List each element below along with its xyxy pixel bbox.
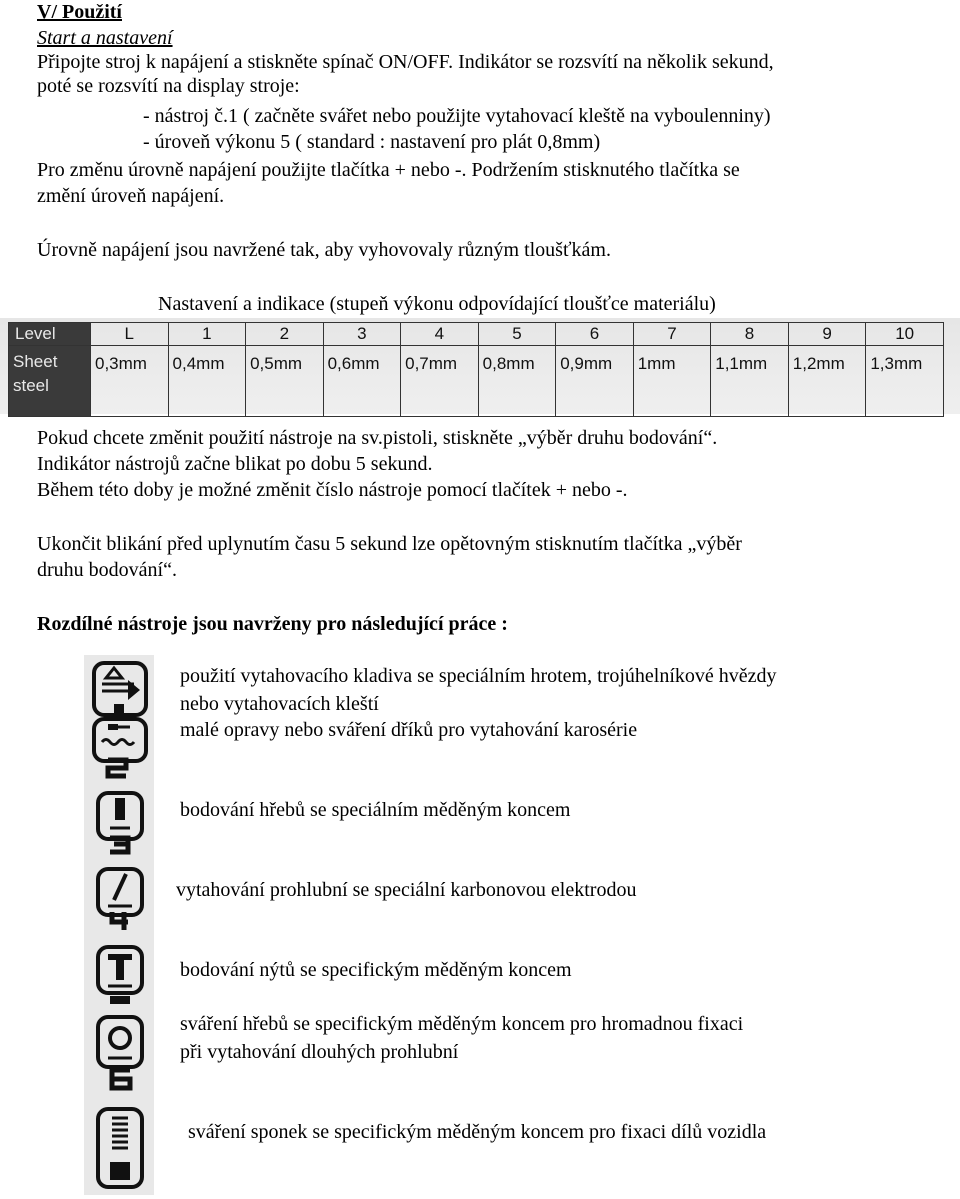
level-cell: 7 — [633, 323, 711, 346]
change-tool-line-3: Během této doby je možné změnit číslo nástroje pomocí tlačítek + nebo -. — [37, 479, 628, 501]
intro-line-4: změní úroveň napájení. — [37, 185, 225, 207]
tool-2-stud-icon — [90, 716, 150, 780]
tool-7-desc: sváření sponek se specifickým měděným koncem pro fixaci dílů vozidla — [188, 1121, 767, 1143]
level-header: Level — [9, 323, 91, 346]
intro-line-1: Připojte stroj k napájení a stiskněte spínač ON/OFF. Indikátor se rozsvítí na několik sekund, — [37, 51, 774, 73]
level-cell: 10 — [866, 323, 944, 346]
tool-4-carbon-icon — [92, 866, 148, 932]
intro-bullet-2: - úroveň výkonu 5 ( standard : nastavení pro plát 0,8mm) — [143, 131, 601, 153]
change-tool-line-4: Ukončit blikání před uplynutím času 5 sekund lze opětovným stisknutím tlačítka „výběr — [37, 533, 742, 555]
tool-1-hammer-icon — [90, 660, 150, 718]
level-cell: 9 — [788, 323, 866, 346]
level-cell: 2 — [246, 323, 324, 346]
change-tool-line-2: Indikátor nástrojů začne blikat po dobu 5 sekund. — [37, 453, 433, 475]
thickness-cell: 1,2mm — [788, 346, 866, 417]
steel-header-line: steel — [13, 376, 49, 395]
change-tool-line-1: Pokud chcete změnit použití nástroje na sv.pistoli, stiskněte „výběr druhu bodování“. — [37, 427, 718, 449]
intro-line-3: Pro změnu úrovně napájení použijte tlačítka + nebo -. Podržením stisknutého tlačítka se — [37, 159, 740, 181]
intro-bullet-1: - nástroj č.1 ( začněte svářet nebo použijte vytahovací kleště na vyboulenniny) — [143, 105, 771, 127]
tool-2-desc: malé opravy nebo sváření dříků pro vytahování karosérie — [180, 719, 638, 741]
tool-3-desc: bodování hřebů se speciálním měděným koncem — [180, 799, 571, 821]
thickness-cell: 0,9mm — [556, 346, 634, 417]
section-subheading: Start a nastavení — [37, 27, 173, 49]
level-cell: 4 — [401, 323, 479, 346]
table-row-level — [9, 323, 944, 346]
thickness-cell: 0,5mm — [246, 346, 324, 417]
tool-7-clip-icon — [92, 1106, 148, 1190]
level-cell: L — [91, 323, 169, 346]
thickness-cell: 0,6mm — [323, 346, 401, 417]
intro-line-2: poté se rozsvítí na display stroje: — [37, 75, 300, 97]
level-cell: 6 — [556, 323, 634, 346]
level-cell: 3 — [323, 323, 401, 346]
level-cell: 1 — [168, 323, 246, 346]
thickness-cell: 0,3mm — [91, 346, 169, 417]
thickness-cell: 1mm — [633, 346, 711, 417]
tool-5-rivet-icon — [92, 944, 148, 1008]
tools-heading: Rozdílné nástroje jsou navrženy pro následující práce : — [37, 613, 508, 635]
tool-6-desc-line-1: sváření hřebů se specifickým měděným koncem pro hromadnou fixaci — [180, 1013, 744, 1035]
change-tool-line-5: druhu bodování“. — [37, 559, 177, 581]
tool-6-desc-line-2: při vytahování dlouhých prohlubní — [180, 1041, 459, 1063]
tool-1-desc-line-1: použití vytahovacího kladiva se speciálním hrotem, trojúhelníkové hvězdy — [180, 665, 777, 687]
sheet-steel-header — [9, 346, 91, 417]
thickness-cell: 0,8mm — [478, 346, 556, 417]
thickness-cell: 0,4mm — [168, 346, 246, 417]
table-row-thickness — [9, 346, 944, 417]
table-caption: Nastavení a indikace (stupeň výkonu odpovídající tloušťce materiálu) — [158, 293, 716, 315]
thickness-cell: 0,7mm — [401, 346, 479, 417]
level-cell: 8 — [711, 323, 789, 346]
tool-5-desc: bodování nýtů se specifickým měděným koncem — [180, 959, 572, 981]
levels-note: Úrovně napájení jsou navržené tak, aby vyhovovaly různým tloušťkám. — [37, 239, 611, 261]
thickness-cell: 1,3mm — [866, 346, 944, 417]
tool-6-ring-icon — [92, 1014, 148, 1094]
thickness-cell: 1,1mm — [711, 346, 789, 417]
level-cell: 5 — [478, 323, 556, 346]
power-level-table — [8, 322, 944, 417]
tool-4-desc: vytahování prohlubní se speciální karbonovou elektrodou — [176, 879, 637, 901]
section-heading: V/ Použití — [37, 1, 122, 23]
tool-1-desc-line-2: nebo vytahovacích kleští — [180, 693, 379, 715]
sheet-header-line: Sheet — [13, 352, 58, 371]
tool-3-nail-icon — [92, 790, 148, 860]
